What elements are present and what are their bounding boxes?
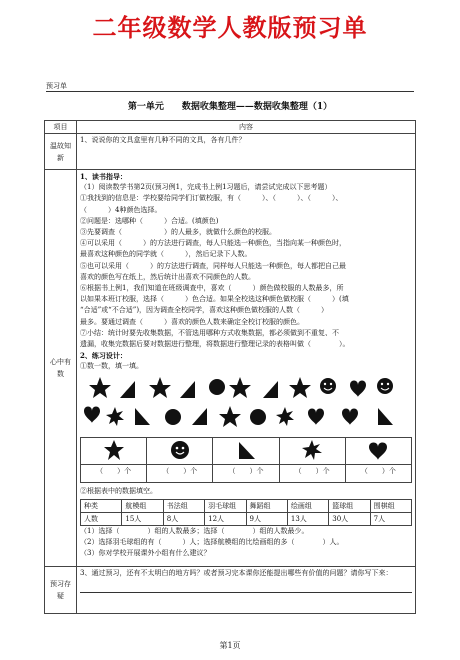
- read-line: 喜欢的颜色写在纸上，然后统计出喜欢不同颜色的人数。: [80, 272, 255, 281]
- data-cell: 12人: [205, 512, 246, 525]
- burst-icon: [301, 439, 323, 461]
- triangle-shape: [180, 381, 195, 398]
- smiley-shape: [320, 378, 336, 394]
- read-line: 最多。要通过调查（ ）喜欢的颜色人数来确定全校订校服的颜色。: [80, 317, 304, 326]
- read-title: 1、读书指导：: [80, 172, 127, 181]
- data-cell: 30人: [329, 512, 370, 525]
- count-table: [80, 437, 412, 483]
- count-icon-cell: [345, 437, 411, 464]
- circle-shape: [165, 409, 181, 425]
- triangle-shape: [378, 408, 393, 425]
- data-header-cell: 绘画组: [287, 499, 328, 512]
- data-cell: 15人: [122, 512, 163, 525]
- heart-icon: [367, 439, 389, 461]
- answer-line[interactable]: [80, 582, 412, 593]
- review-row: [45, 134, 416, 170]
- review-label: 温故知新: [45, 134, 77, 170]
- heart-shape: [308, 408, 324, 425]
- practice-q2: ②根据表中的数据填空。: [80, 486, 157, 495]
- burst-shape: [106, 407, 124, 426]
- heart-shape: [350, 380, 366, 397]
- table-header-row: [45, 121, 416, 134]
- data-header-cell: 舞蹈组: [246, 499, 287, 512]
- count-icon-cell: [213, 437, 279, 464]
- triangle-shape: [192, 408, 207, 425]
- data-cell: 8人: [163, 512, 204, 525]
- triangle-icon: [235, 439, 257, 461]
- star-shape: [219, 406, 241, 427]
- read-line: ④可以采用（ ）的方法进行调查，每人只能选一种颜色，当指向某一种颜色时，: [80, 239, 346, 248]
- data-header-row: [81, 499, 412, 512]
- smiley-shape: [377, 378, 393, 394]
- data-header-cell: 种类: [81, 499, 122, 512]
- practice-title: 2、练习设计：: [80, 351, 127, 361]
- review-text: 1、说说你的文具盒里有几种不同的文具，各有几件？: [77, 134, 416, 170]
- count-blank[interactable]: （ ）个: [81, 464, 147, 482]
- smiley-eye: [324, 382, 326, 384]
- doubt-row: [45, 567, 416, 614]
- star-shape: [229, 377, 251, 398]
- count-icon-cell: [81, 437, 147, 464]
- data-value-row: [81, 512, 412, 525]
- read-line: （ ）4种颜色选择。: [80, 205, 162, 214]
- triangle-shape: [120, 381, 135, 398]
- count-blank[interactable]: （ ）个: [147, 464, 213, 482]
- star-icon: [103, 439, 125, 461]
- read-line: ③先要调查（ ）的人最多，就做什么颜色的校服。: [80, 228, 276, 237]
- question-line: （2）选择羽毛球组的有（ ）人；选择航模组的比绘画组的多（ ）人。: [80, 538, 344, 547]
- doubt-label: 预习存疑: [45, 567, 77, 614]
- col-item-header: 项目: [45, 121, 77, 134]
- read-line: 最喜欢这种颜色的同学就（ ），然后记录下人数。: [80, 250, 252, 259]
- doubt-text: 3、通过预习，还有不太明白的地方吗？或者预习完本课你还能提出哪些有价值的问题？请你写下来：: [80, 569, 393, 578]
- shape-picture: [80, 373, 410, 433]
- burst-shape: [276, 407, 294, 426]
- circle-shape: [209, 379, 225, 395]
- page-number: 第1页: [219, 641, 241, 650]
- triangle-shape: [263, 381, 278, 398]
- count-blank[interactable]: （ ）个: [279, 464, 345, 482]
- read-line: ⑤也可以采用（ ）的方法进行调查，同样每人只能选一种颜色，每人都把自己最: [80, 261, 346, 270]
- read-line: 遗漏，收集完数据后要对数据进行整理，将数据进行整理记录的表格叫做（ ）。: [80, 340, 350, 349]
- practice-q1: ①数一数，填一填。: [80, 362, 143, 371]
- star-shape: [289, 377, 311, 398]
- smiley-eye: [330, 382, 332, 384]
- count-icon-cell: [147, 437, 213, 464]
- core-label: 心中有数: [45, 170, 77, 567]
- count-blank[interactable]: （ ）个: [345, 464, 411, 482]
- unit-title: 第一单元 数据收集整理——数据收集整理（1）: [127, 102, 333, 112]
- col-content-header: 内容: [77, 121, 416, 134]
- smiley-eye: [381, 382, 383, 384]
- data-header-cell: 围棋组: [370, 499, 411, 512]
- read-lines: [80, 182, 412, 350]
- smiley-eye: [387, 382, 389, 384]
- smiley-icon: [169, 439, 191, 461]
- count-blank[interactable]: （ ）个: [213, 464, 279, 482]
- data-header-cell: 书法组: [163, 499, 204, 512]
- header-label: 预习单: [46, 82, 67, 90]
- triangle-shape: [135, 408, 150, 425]
- read-line: ⑥根据书上例1，我们知道在班级调查中，喜欢（ ）颜色做校服的人数最多，所: [80, 284, 344, 293]
- star-shape: [89, 377, 111, 398]
- data-header-cell: 航模组: [122, 499, 163, 512]
- heart-shape: [342, 408, 358, 425]
- core-row: [45, 170, 416, 567]
- read-line: 以如果本班订校服，选择（ ）色合适。如果全校选这种颜色做校服（ ）(填: [80, 295, 349, 304]
- heart-shape: [84, 406, 100, 423]
- core-content: [77, 170, 416, 567]
- preview-table: [44, 120, 416, 614]
- data-cell: 13人: [287, 512, 328, 525]
- count-icon-cell: [279, 437, 345, 464]
- question-line: （1）选择（ ）组的人数最多；选择（ ）组的人数最少。: [80, 526, 309, 535]
- banner-title: 二年级数学人教版预习单: [92, 14, 368, 42]
- doubt-content: [77, 567, 416, 614]
- read-line: ①我找到的信息是：学校要给同学们订做校服，有（ ）、（ ）、（ ）、: [80, 194, 343, 203]
- data-row-label: 人数: [81, 512, 122, 525]
- question-line: （3）你对学校开展课外小组有什么建议？: [80, 549, 211, 558]
- star-shape: [149, 377, 171, 398]
- data-cell: 9人: [246, 512, 287, 525]
- data-cell: 7人: [370, 512, 411, 525]
- header-divider: [46, 91, 414, 92]
- read-line: ⑦小结：统计时要先收集数据，不管选用哪种方式收集数据，都必须做到不重复、不: [80, 328, 339, 337]
- circle-shape: [250, 409, 266, 425]
- data-header-cell: 羽毛球组: [205, 499, 246, 512]
- data-table: [80, 499, 412, 526]
- data-header-cell: 篮球组: [329, 499, 370, 512]
- read-line: ②问题是：选哪种（ ）合适。(填颜色): [80, 216, 219, 225]
- read-line: （1）阅读数学书第2页(预习例1，完成书上例1习题后，请尝试完成以下思考题）: [80, 183, 332, 192]
- read-line: “合适”或“不合适”)，因为调查全校同学，喜欢这种颜色做校服的人数（ ）: [80, 306, 329, 315]
